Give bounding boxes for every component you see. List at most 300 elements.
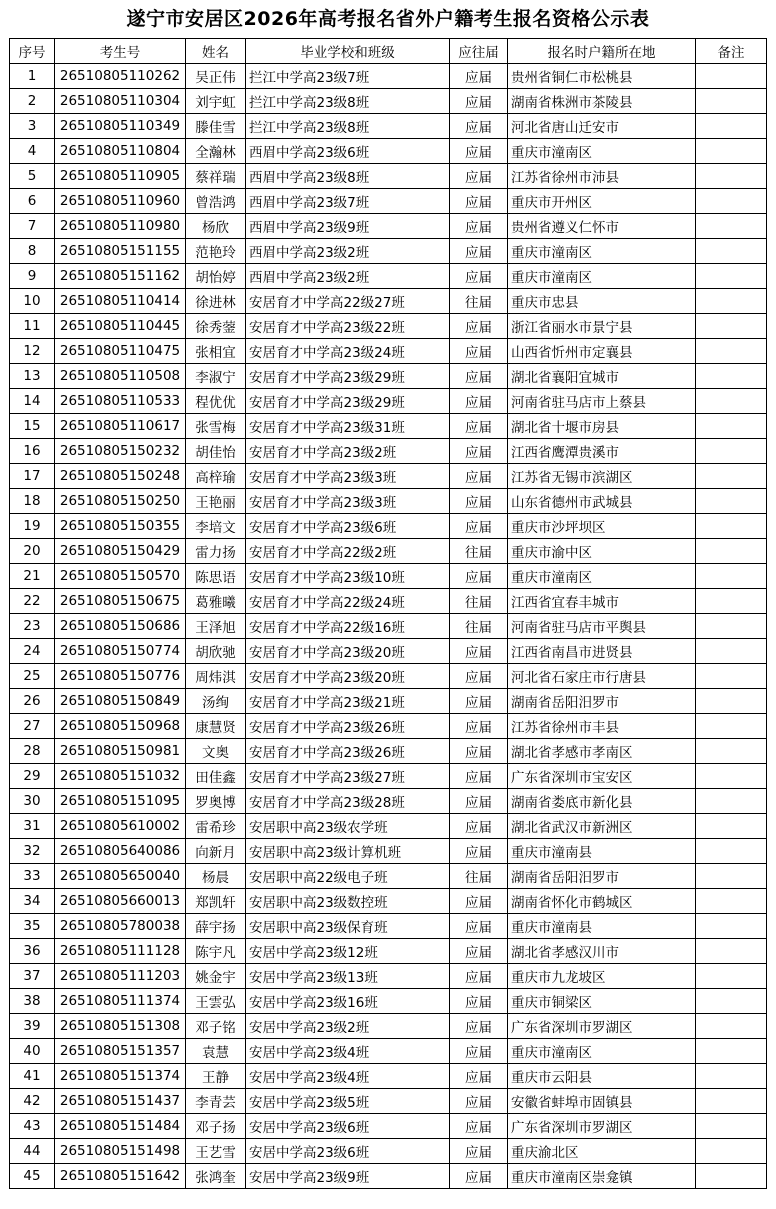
row-index-cell: 44 [10,1139,55,1164]
student-name-cell: 郑凯轩 [186,889,246,914]
table-row [10,814,767,839]
remarks-cell [696,689,767,714]
remarks-cell [696,939,767,964]
exam-number-cell: 26510805110960 [55,189,186,214]
graduate-status-cell: 应届 [450,1039,508,1064]
school-class-cell: 安居中学高23级6班 [246,1114,450,1139]
remarks-cell [696,914,767,939]
household-location-cell: 重庆市开州区 [508,189,696,214]
exam-number-cell: 26510805151642 [55,1164,186,1189]
exam-number-cell: 26510805150675 [55,589,186,614]
student-name-cell: 姚金宇 [186,964,246,989]
school-class-cell: 安居职中高23级数控班 [246,889,450,914]
school-class-cell: 安居育才中学高23级2班 [246,439,450,464]
remarks-cell [696,214,767,239]
graduate-status-cell: 应届 [450,114,508,139]
exam-number-cell: 26510805151308 [55,1014,186,1039]
school-class-cell: 安居育才中学高23级20班 [246,664,450,689]
exam-number-cell: 26510805110349 [55,114,186,139]
row-index-cell: 3 [10,114,55,139]
table-row [10,839,767,864]
school-class-cell: 安居育才中学高23级29班 [246,364,450,389]
exam-number-cell: 26510805610002 [55,814,186,839]
household-location-cell: 江西省鹰潭贵溪市 [508,439,696,464]
row-index-cell: 25 [10,664,55,689]
school-class-cell: 安居中学高23级13班 [246,964,450,989]
school-class-cell: 安居育才中学高23级27班 [246,764,450,789]
household-location-cell: 重庆市潼南区 [508,264,696,289]
table-row [10,789,767,814]
row-index-cell: 43 [10,1114,55,1139]
school-class-cell: 安居育才中学高23级31班 [246,414,450,439]
row-index-cell: 10 [10,289,55,314]
table-row [10,1089,767,1114]
remarks-cell [696,839,767,864]
row-index-cell: 14 [10,389,55,414]
row-index-cell: 24 [10,639,55,664]
remarks-cell [696,1064,767,1089]
remarks-cell [696,614,767,639]
student-name-cell: 向新月 [186,839,246,864]
student-name-cell: 王静 [186,1064,246,1089]
row-index-cell: 19 [10,514,55,539]
graduate-status-cell: 应届 [450,789,508,814]
exam-number-cell: 26510805111128 [55,939,186,964]
school-class-cell: 安居育才中学高23级26班 [246,739,450,764]
student-name-cell: 杨欣 [186,214,246,239]
graduate-status-cell: 往届 [450,614,508,639]
col-index-header: 序号 [10,39,55,64]
exam-number-cell: 26510805150849 [55,689,186,714]
student-name-cell: 曾浩鸿 [186,189,246,214]
exam-number-cell: 26510805151095 [55,789,186,814]
remarks-cell [696,1039,767,1064]
household-location-cell: 河北省石家庄市行唐县 [508,664,696,689]
school-class-cell: 安居育才中学高22级2班 [246,539,450,564]
household-location-cell: 重庆市忠县 [508,289,696,314]
student-name-cell: 康慧贤 [186,714,246,739]
student-name-cell: 高梓瑜 [186,464,246,489]
remarks-cell [696,464,767,489]
exam-number-cell: 26510805110262 [55,64,186,89]
row-index-cell: 40 [10,1039,55,1064]
table-row [10,339,767,364]
student-name-cell: 徐秀蓥 [186,314,246,339]
school-class-cell: 安居职中高23级计算机班 [246,839,450,864]
table-row [10,389,767,414]
household-location-cell: 江西省南昌市进贤县 [508,639,696,664]
graduate-status-cell: 应届 [450,964,508,989]
graduate-status-cell: 应届 [450,439,508,464]
graduate-status-cell: 应届 [450,1064,508,1089]
exam-number-cell: 26510805110414 [55,289,186,314]
school-class-cell: 安居育才中学高23级24班 [246,339,450,364]
school-class-cell: 安居中学高23级4班 [246,1039,450,1064]
exam-number-cell: 26510805150248 [55,464,186,489]
page-title: 遂宁市安居区2026年高考报名省外户籍考生报名资格公示表 [126,8,650,30]
graduate-status-cell: 应届 [450,1114,508,1139]
exam-number-cell: 26510805110533 [55,389,186,414]
school-class-cell: 安居中学高23级12班 [246,939,450,964]
student-name-cell: 王艺雪 [186,1139,246,1164]
remarks-cell [696,514,767,539]
exam-number-cell: 26510805640086 [55,839,186,864]
household-location-cell: 重庆市沙坪坝区 [508,514,696,539]
table-row [10,1114,767,1139]
table-row [10,64,767,89]
row-index-cell: 31 [10,814,55,839]
exam-number-cell: 26510805150570 [55,564,186,589]
household-location-cell: 江苏省无锡市滨湖区 [508,464,696,489]
student-name-cell: 张雪梅 [186,414,246,439]
remarks-cell [696,964,767,989]
table-row [10,489,767,514]
table-row [10,739,767,764]
graduate-status-cell: 应届 [450,89,508,114]
table-row [10,139,767,164]
table-row [10,564,767,589]
school-class-cell: 拦江中学高23级8班 [246,114,450,139]
graduate-status-cell: 应届 [450,464,508,489]
remarks-cell [696,864,767,889]
household-location-cell: 重庆市九龙坡区 [508,964,696,989]
school-class-cell: 西眉中学高23级6班 [246,139,450,164]
remarks-cell [696,164,767,189]
student-name-cell: 杨晨 [186,864,246,889]
row-index-cell: 33 [10,864,55,889]
table-row [10,914,767,939]
exam-number-cell: 26510805110617 [55,414,186,439]
row-index-cell: 16 [10,439,55,464]
remarks-cell [696,539,767,564]
row-index-cell: 18 [10,489,55,514]
row-index-cell: 8 [10,239,55,264]
household-location-cell: 湖南省岳阳汨罗市 [508,689,696,714]
graduate-status-cell: 应届 [450,1089,508,1114]
student-name-cell: 吴正伟 [186,64,246,89]
table-row [10,1064,767,1089]
household-location-cell: 湖南省怀化市鹤城区 [508,889,696,914]
table-row [10,964,767,989]
household-location-cell: 湖北省孝感汉川市 [508,939,696,964]
school-class-cell: 西眉中学高23级2班 [246,264,450,289]
school-class-cell: 安居职中高22级电子班 [246,864,450,889]
school-class-cell: 安居中学高23级16班 [246,989,450,1014]
school-class-cell: 安居育才中学高23级29班 [246,389,450,414]
household-location-cell: 安徽省蚌埠市固镇县 [508,1089,696,1114]
remarks-cell [696,114,767,139]
school-class-cell: 安居育才中学高22级24班 [246,589,450,614]
table-row [10,589,767,614]
remarks-cell [696,589,767,614]
table-row [10,614,767,639]
exam-number-cell: 26510805111374 [55,989,186,1014]
graduate-status-cell: 应届 [450,1139,508,1164]
row-index-cell: 27 [10,714,55,739]
student-name-cell: 陈思语 [186,564,246,589]
col-school-class-header: 毕业学校和班级 [246,39,450,64]
table-row [10,514,767,539]
household-location-cell: 重庆市潼南区崇龛镇 [508,1164,696,1189]
graduate-status-cell: 往届 [450,539,508,564]
row-index-cell: 12 [10,339,55,364]
student-name-cell: 张鸿奎 [186,1164,246,1189]
graduate-status-cell: 应届 [450,939,508,964]
graduate-status-cell: 应届 [450,1014,508,1039]
candidate-table [9,38,767,1189]
remarks-cell [696,439,767,464]
graduate-status-cell: 应届 [450,189,508,214]
household-location-cell: 湖北省襄阳宜城市 [508,364,696,389]
remarks-cell [696,814,767,839]
table-row [10,89,767,114]
row-index-cell: 42 [10,1089,55,1114]
exam-number-cell: 26510805110475 [55,339,186,364]
household-location-cell: 重庆市潼南区 [508,239,696,264]
remarks-cell [696,1139,767,1164]
school-class-cell: 安居中学高23级4班 [246,1064,450,1089]
student-name-cell: 刘宇虹 [186,89,246,114]
student-name-cell: 全瀚林 [186,139,246,164]
row-index-cell: 39 [10,1014,55,1039]
row-index-cell: 5 [10,164,55,189]
row-index-cell: 6 [10,189,55,214]
row-index-cell: 45 [10,1164,55,1189]
exam-number-cell: 26510805151155 [55,239,186,264]
graduate-status-cell: 往届 [450,589,508,614]
table-row [10,689,767,714]
school-class-cell: 安居育才中学高23级3班 [246,489,450,514]
school-class-cell: 安居育才中学高23级10班 [246,564,450,589]
household-location-cell: 贵州省遵义仁怀市 [508,214,696,239]
row-index-cell: 2 [10,89,55,114]
school-class-cell: 西眉中学高23级2班 [246,239,450,264]
school-class-cell: 安居中学高23级9班 [246,1164,450,1189]
household-location-cell: 山西省忻州市定襄县 [508,339,696,364]
graduate-status-cell: 应届 [450,889,508,914]
row-index-cell: 11 [10,314,55,339]
school-class-cell: 安居职中高23级农学班 [246,814,450,839]
student-name-cell: 田佳鑫 [186,764,246,789]
remarks-cell [696,1014,767,1039]
row-index-cell: 32 [10,839,55,864]
school-class-cell: 安居育才中学高23级28班 [246,789,450,814]
student-name-cell: 邓子扬 [186,1114,246,1139]
graduate-status-cell: 应届 [450,139,508,164]
graduate-status-cell: 应届 [450,164,508,189]
row-index-cell: 26 [10,689,55,714]
school-class-cell: 安居中学高23级2班 [246,1014,450,1039]
row-index-cell: 7 [10,214,55,239]
household-location-cell: 湖南省岳阳汨罗市 [508,864,696,889]
student-name-cell: 徐进林 [186,289,246,314]
row-index-cell: 20 [10,539,55,564]
table-row [10,264,767,289]
school-class-cell: 安居中学高23级6班 [246,1139,450,1164]
student-name-cell: 王艳丽 [186,489,246,514]
table-row [10,889,767,914]
table-row [10,164,767,189]
remarks-cell [696,264,767,289]
household-location-cell: 湖北省孝感市孝南区 [508,739,696,764]
graduate-status-cell: 应届 [450,814,508,839]
student-name-cell: 邓子铭 [186,1014,246,1039]
school-class-cell: 安居育才中学高23级26班 [246,714,450,739]
exam-number-cell: 26510805150232 [55,439,186,464]
household-location-cell: 广东省深圳市罗湖区 [508,1114,696,1139]
exam-number-cell: 26510805151032 [55,764,186,789]
remarks-cell [696,189,767,214]
table-row [10,639,767,664]
household-location-cell: 重庆市潼南县 [508,839,696,864]
school-class-cell: 拦江中学高23级8班 [246,89,450,114]
student-name-cell: 范艳玲 [186,239,246,264]
student-name-cell: 李淑宁 [186,364,246,389]
exam-number-cell: 26510805151498 [55,1139,186,1164]
row-index-cell: 4 [10,139,55,164]
household-location-cell: 广东省深圳市罗湖区 [508,1014,696,1039]
exam-number-cell: 26510805110445 [55,314,186,339]
table-row [10,989,767,1014]
graduate-status-cell: 应届 [450,839,508,864]
household-location-cell: 重庆市潼南区 [508,1039,696,1064]
household-location-cell: 浙江省丽水市景宁县 [508,314,696,339]
remarks-cell [696,714,767,739]
exam-number-cell: 26510805110304 [55,89,186,114]
col-name-header: 姓名 [186,39,246,64]
remarks-cell [696,239,767,264]
exam-number-cell: 26510805110905 [55,164,186,189]
school-class-cell: 西眉中学高23级8班 [246,164,450,189]
row-index-cell: 17 [10,464,55,489]
household-location-cell: 湖南省株洲市茶陵县 [508,89,696,114]
col-remarks-header: 备注 [696,39,767,64]
household-location-cell: 山东省德州市武城县 [508,489,696,514]
exam-number-cell: 26510805151374 [55,1064,186,1089]
student-name-cell: 雷希珍 [186,814,246,839]
household-location-cell: 江西省宜春丰城市 [508,589,696,614]
student-name-cell: 袁慧 [186,1039,246,1064]
remarks-cell [696,314,767,339]
household-location-cell: 河南省驻马店市上蔡县 [508,389,696,414]
row-index-cell: 29 [10,764,55,789]
row-index-cell: 1 [10,64,55,89]
student-name-cell: 蔡祥瑞 [186,164,246,189]
school-class-cell: 安居育才中学高23级20班 [246,639,450,664]
table-row [10,1164,767,1189]
remarks-cell [696,664,767,689]
table-row [10,1139,767,1164]
graduate-status-cell: 应届 [450,314,508,339]
row-index-cell: 38 [10,989,55,1014]
table-row [10,364,767,389]
student-name-cell: 李青芸 [186,1089,246,1114]
table-row [10,1014,767,1039]
student-name-cell: 文奥 [186,739,246,764]
table-row [10,414,767,439]
graduate-status-cell: 应届 [450,764,508,789]
remarks-cell [696,339,767,364]
table-row [10,114,767,139]
row-index-cell: 36 [10,939,55,964]
student-name-cell: 程优优 [186,389,246,414]
graduate-status-cell: 应届 [450,664,508,689]
household-location-cell: 江苏省徐州市丰县 [508,714,696,739]
row-index-cell: 35 [10,914,55,939]
student-name-cell: 汤绚 [186,689,246,714]
remarks-cell [696,889,767,914]
remarks-cell [696,789,767,814]
school-class-cell: 西眉中学高23级7班 [246,189,450,214]
exam-number-cell: 26510805151437 [55,1089,186,1114]
household-location-cell: 河南省驻马店市平舆县 [508,614,696,639]
exam-number-cell: 26510805660013 [55,889,186,914]
exam-number-cell: 26510805110980 [55,214,186,239]
remarks-cell [696,1089,767,1114]
school-class-cell: 安居育才中学高23级22班 [246,314,450,339]
school-class-cell: 拦江中学高23级7班 [246,64,450,89]
row-index-cell: 13 [10,364,55,389]
student-name-cell: 葛雅曦 [186,589,246,614]
row-index-cell: 22 [10,589,55,614]
row-index-cell: 41 [10,1064,55,1089]
student-name-cell: 雷力扬 [186,539,246,564]
exam-number-cell: 26510805150774 [55,639,186,664]
student-name-cell: 王雲弘 [186,989,246,1014]
row-index-cell: 15 [10,414,55,439]
table-row [10,864,767,889]
exam-number-cell: 26510805150250 [55,489,186,514]
graduate-status-cell: 应届 [450,264,508,289]
table-row [10,939,767,964]
household-location-cell: 重庆市云阳县 [508,1064,696,1089]
header-row [10,39,767,64]
row-index-cell: 34 [10,889,55,914]
remarks-cell [696,1114,767,1139]
exam-number-cell: 26510805151484 [55,1114,186,1139]
school-class-cell: 安居育才中学高23级3班 [246,464,450,489]
household-location-cell: 重庆市渝中区 [508,539,696,564]
school-class-cell: 安居中学高23级5班 [246,1089,450,1114]
table-row [10,189,767,214]
remarks-cell [696,739,767,764]
row-index-cell: 9 [10,264,55,289]
graduate-status-cell: 应届 [450,989,508,1014]
student-name-cell: 张相宜 [186,339,246,364]
exam-number-cell: 26510805650040 [55,864,186,889]
graduate-status-cell: 应届 [450,689,508,714]
student-name-cell: 罗奥博 [186,789,246,814]
exam-number-cell: 26510805150429 [55,539,186,564]
table-body [10,64,767,1189]
graduate-status-cell: 应届 [450,914,508,939]
student-name-cell: 滕佳雪 [186,114,246,139]
row-index-cell: 23 [10,614,55,639]
graduate-status-cell: 往届 [450,864,508,889]
exam-number-cell: 26510805110804 [55,139,186,164]
remarks-cell [696,389,767,414]
exam-number-cell: 26510805110508 [55,364,186,389]
student-name-cell: 薛宇扬 [186,914,246,939]
student-name-cell: 王泽旭 [186,614,246,639]
remarks-cell [696,364,767,389]
school-class-cell: 安居育才中学高23级21班 [246,689,450,714]
household-location-cell: 重庆市潼南区 [508,139,696,164]
school-class-cell: 安居育才中学高23级6班 [246,514,450,539]
table-row [10,439,767,464]
remarks-cell [696,139,767,164]
graduate-status-cell: 应届 [450,514,508,539]
